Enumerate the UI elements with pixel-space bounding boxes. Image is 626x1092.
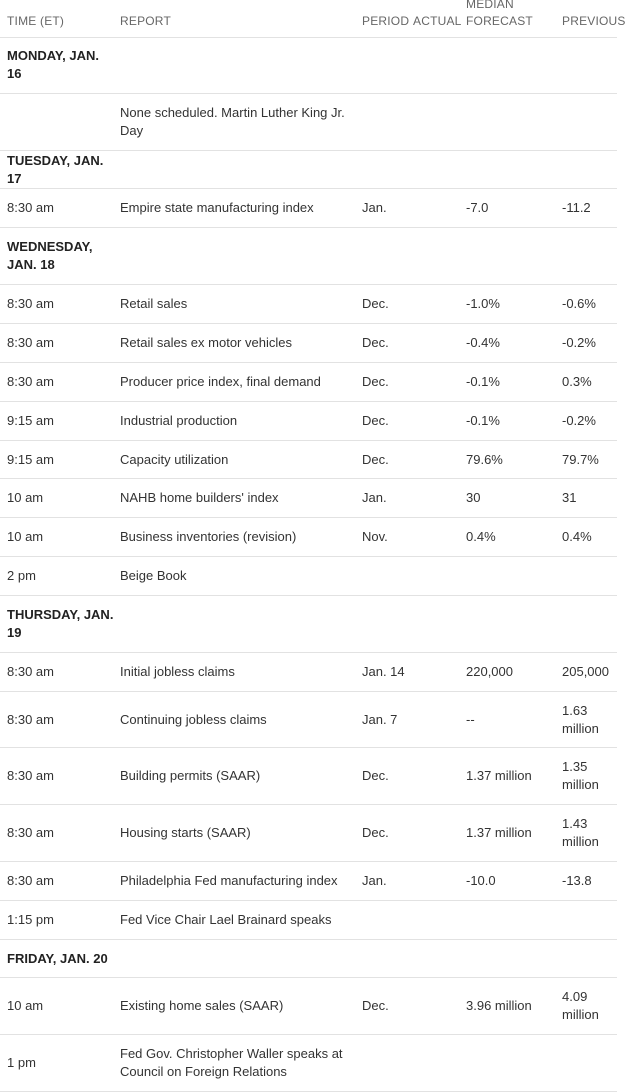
cell-time-text: 10 am (7, 490, 44, 505)
cell-forecast (466, 653, 558, 691)
table-row (0, 1035, 617, 1092)
table-row (0, 748, 617, 805)
cell-previous (562, 557, 617, 595)
cell-forecast-text: -0.1% (466, 413, 500, 428)
cell-forecast-text: 220,000 (466, 664, 513, 679)
cell-time (7, 557, 112, 595)
cell-actual (413, 285, 463, 323)
cell-report (120, 1035, 355, 1091)
cell-report-text: Industrial production (120, 413, 238, 428)
cell-forecast-text: -0.4% (466, 335, 500, 350)
cell-actual (413, 189, 463, 227)
cell-time-text: 9:15 am (7, 413, 54, 428)
cell-report-text: Empire state manufacturing index (120, 200, 314, 215)
cell-period-text: Dec. (362, 451, 389, 467)
cell-report-text: Retail sales ex motor vehicles (120, 335, 292, 350)
header-actual: ACTUAL (413, 14, 462, 28)
cell-time-text: 1 pm (7, 1055, 36, 1070)
cell-actual (413, 402, 463, 440)
cell-time-text: 9:15 am (7, 451, 54, 467)
day-label (7, 151, 117, 188)
cell-previous (562, 402, 617, 440)
day-header-row (0, 940, 617, 978)
cell-actual (413, 518, 463, 556)
cell-forecast-text: 30 (466, 490, 481, 505)
cell-actual (413, 978, 463, 1034)
cell-actual (413, 692, 463, 747)
cell-time (7, 1035, 112, 1091)
cell-previous (562, 189, 617, 227)
cell-report (120, 978, 355, 1034)
table-row (0, 402, 617, 441)
cell-previous-text: 1.43 million (562, 816, 599, 849)
header-period: PERIOD (362, 14, 410, 28)
cell-actual (413, 805, 463, 861)
cell-forecast (466, 518, 558, 556)
cell-previous (562, 363, 617, 401)
cell-previous (562, 441, 617, 478)
cell-report (120, 479, 355, 517)
cell-time (7, 978, 112, 1034)
cell-previous-text: -11.2 (562, 200, 591, 215)
cell-time (7, 518, 112, 556)
cell-time (7, 363, 112, 401)
cell-report-text: Retail sales (120, 296, 188, 311)
cell-previous (562, 518, 617, 556)
cell-period-text: Dec. (362, 413, 389, 428)
cell-previous-text: 1.35 million (562, 759, 599, 792)
cell-report (120, 363, 355, 401)
cell-report (120, 901, 355, 939)
cell-forecast-text: 79.6% (466, 451, 503, 467)
cell-report (120, 805, 355, 861)
cell-forecast (466, 1035, 558, 1091)
cell-report (120, 189, 355, 227)
day-label (7, 228, 117, 284)
cell-time-text: 2 pm (7, 568, 36, 583)
cell-actual (413, 653, 463, 691)
day-label (7, 596, 117, 652)
cell-report-text: Philadelphia Fed manufacturing index (120, 873, 338, 888)
day-label-text: THURSDAY, JAN. 19 (7, 607, 114, 640)
cell-time (7, 901, 112, 939)
cell-actual (413, 441, 463, 478)
cell-period-text: Nov. (362, 529, 388, 544)
day-header-row (0, 228, 617, 285)
cell-previous (562, 479, 617, 517)
cell-forecast (466, 978, 558, 1034)
day-label-text: MONDAY, JAN. 16 (7, 48, 99, 81)
cell-time (7, 402, 112, 440)
cell-report-text: NAHB home builders' index (120, 490, 279, 505)
cell-previous-text: -13.8 (562, 873, 592, 888)
cell-time-text: 8:30 am (7, 711, 54, 727)
cell-time-text: 8:30 am (7, 825, 54, 840)
cell-previous-text: -0.2% (562, 413, 596, 428)
cell-report-text: None scheduled. Martin Luther King Jr. Day (120, 105, 345, 138)
cell-previous-text: 4.09 million (562, 989, 599, 1022)
cell-period-text: Dec. (362, 374, 389, 389)
day-label (7, 940, 117, 977)
cell-report-text: Building permits (SAAR) (120, 768, 261, 783)
cell-actual (413, 324, 463, 362)
cell-forecast (466, 324, 558, 362)
cell-period-text: Jan. (362, 490, 387, 505)
cell-time-text: 8:30 am (7, 200, 54, 215)
cell-actual (413, 862, 463, 900)
cell-time (7, 324, 112, 362)
cell-forecast (466, 901, 558, 939)
day-label (7, 37, 117, 93)
cell-previous-text: 0.4% (562, 529, 592, 544)
cell-forecast-text: 3.96 million (466, 998, 532, 1013)
cell-previous (562, 901, 617, 939)
cell-time (7, 805, 112, 861)
header-time: TIME (ET) (7, 14, 65, 28)
header-report: REPORT (120, 14, 171, 28)
cell-previous (562, 1035, 617, 1091)
cell-report-text: Fed Vice Chair Lael Brainard speaks (120, 912, 332, 927)
cell-previous (562, 324, 617, 362)
cell-report-text: Initial jobless claims (120, 664, 235, 679)
cell-forecast-text: -0.1% (466, 374, 500, 389)
cell-report (120, 692, 355, 747)
cell-forecast-text: 1.37 million (466, 768, 532, 783)
cell-period-text: Jan. (362, 200, 387, 215)
cell-period-text: Dec. (362, 998, 389, 1013)
cell-forecast (466, 402, 558, 440)
cell-time (7, 479, 112, 517)
cell-forecast (466, 363, 558, 401)
day-header-row (0, 151, 617, 189)
cell-period-text: Dec. (362, 335, 389, 350)
cell-time (7, 748, 112, 804)
cell-time-text: 8:30 am (7, 374, 54, 389)
cell-previous-text: 0.3% (562, 374, 592, 389)
table-row (0, 324, 617, 363)
table-row (0, 805, 617, 862)
cell-forecast (466, 285, 558, 323)
cell-forecast-text: -7.0 (466, 200, 489, 215)
table-row (0, 653, 617, 692)
cell-previous (562, 805, 617, 861)
cell-previous (562, 285, 617, 323)
cell-report (120, 402, 355, 440)
cell-actual (413, 901, 463, 939)
cell-report (120, 862, 355, 900)
table-row (0, 94, 617, 151)
cell-report-text: Beige Book (120, 568, 187, 583)
cell-report-text: Producer price index, final demand (120, 374, 321, 389)
cell-period-text: Jan. 14 (362, 664, 405, 679)
cell-forecast (466, 441, 558, 478)
cell-forecast-text: -10.0 (466, 873, 496, 888)
cell-period-text: Jan. (362, 873, 387, 888)
cell-report (120, 557, 355, 595)
cell-previous (562, 748, 617, 804)
cell-time (7, 862, 112, 900)
cell-report (120, 518, 355, 556)
cell-time-text: 10 am (7, 998, 44, 1013)
cell-report (120, 285, 355, 323)
cell-time-text: 10 am (7, 529, 44, 544)
cell-time-text: 8:30 am (7, 664, 54, 679)
cell-previous-text: -0.2% (562, 335, 596, 350)
cell-forecast-text: 1.37 million (466, 825, 532, 840)
day-label-text: WEDNESDAY, JAN. 18 (7, 239, 93, 272)
cell-actual (413, 363, 463, 401)
cell-previous (562, 978, 617, 1034)
cell-time-text: 8:30 am (7, 335, 54, 350)
cell-previous-text: 1.63 million (562, 702, 599, 736)
cell-forecast (466, 748, 558, 804)
day-header-row (0, 596, 617, 653)
cell-report-text: Capacity utilization (120, 451, 229, 467)
table-row (0, 285, 617, 324)
cell-report-text: Business inventories (revision) (120, 529, 297, 544)
table-row (0, 363, 617, 402)
cell-previous (562, 653, 617, 691)
cell-period-text: Jan. 7 (362, 711, 398, 727)
cell-time-text: 8:30 am (7, 296, 54, 311)
day-header-row (0, 37, 617, 94)
day-label-text: FRIDAY, JAN. 20 (7, 950, 108, 966)
cell-forecast (466, 479, 558, 517)
cell-actual (413, 1035, 463, 1091)
cell-report-text: Fed Gov. Christopher Waller speaks at Council on Foreign Relations (120, 1046, 343, 1079)
cell-report (120, 653, 355, 691)
header-forecast-line2: FORECAST (466, 14, 533, 28)
cell-forecast-text: 0.4% (466, 529, 496, 544)
table-row (0, 518, 617, 557)
cell-forecast (466, 94, 558, 150)
cell-period-text: Dec. (362, 825, 389, 840)
cell-actual (413, 94, 463, 150)
cell-forecast (466, 189, 558, 227)
cell-actual (413, 557, 463, 595)
cell-report-text: Continuing jobless claims (120, 711, 267, 727)
cell-report-text: Existing home sales (SAAR) (120, 998, 284, 1013)
cell-previous-text: 31 (562, 490, 577, 505)
table-row (0, 978, 617, 1035)
cell-time-text: 1:15 pm (7, 912, 54, 927)
cell-time (7, 285, 112, 323)
cell-previous (562, 692, 617, 747)
cell-report (120, 94, 355, 150)
cell-previous-text: 79.7% (562, 451, 599, 467)
cell-report (120, 748, 355, 804)
cell-time (7, 692, 112, 747)
day-label-text: TUESDAY, JAN. 17 (7, 152, 104, 186)
cell-actual (413, 748, 463, 804)
table-row (0, 692, 617, 748)
header-forecast-line1: MEDIAN (466, 0, 514, 11)
cell-time (7, 189, 112, 227)
cell-previous-text: -0.6% (562, 296, 596, 311)
cell-previous-text: 205,000 (562, 664, 609, 679)
cell-time-text: 8:30 am (7, 768, 54, 783)
cell-forecast (466, 692, 558, 747)
table-row (0, 901, 617, 940)
cell-time (7, 441, 112, 478)
cell-report (120, 441, 355, 478)
cell-report (120, 324, 355, 362)
cell-previous (562, 862, 617, 900)
cell-forecast-text: -1.0% (466, 296, 500, 311)
cell-forecast (466, 805, 558, 861)
cell-period-text: Dec. (362, 768, 389, 783)
cell-forecast (466, 557, 558, 595)
table-row (0, 441, 617, 479)
cell-time (7, 653, 112, 691)
table-header (0, 0, 626, 38)
table-row (0, 479, 617, 518)
table-row (0, 862, 617, 901)
cell-time-text: 8:30 am (7, 873, 54, 888)
header-previous: PREVIOUS (562, 14, 626, 28)
cell-report-text: Housing starts (SAAR) (120, 825, 251, 840)
cell-period-text: Dec. (362, 296, 389, 311)
table-row (0, 189, 617, 228)
cell-actual (413, 479, 463, 517)
cell-forecast (466, 862, 558, 900)
cell-previous (562, 94, 617, 150)
cell-forecast-text: -- (466, 711, 475, 727)
cell-time (7, 94, 112, 150)
table-row (0, 557, 617, 596)
